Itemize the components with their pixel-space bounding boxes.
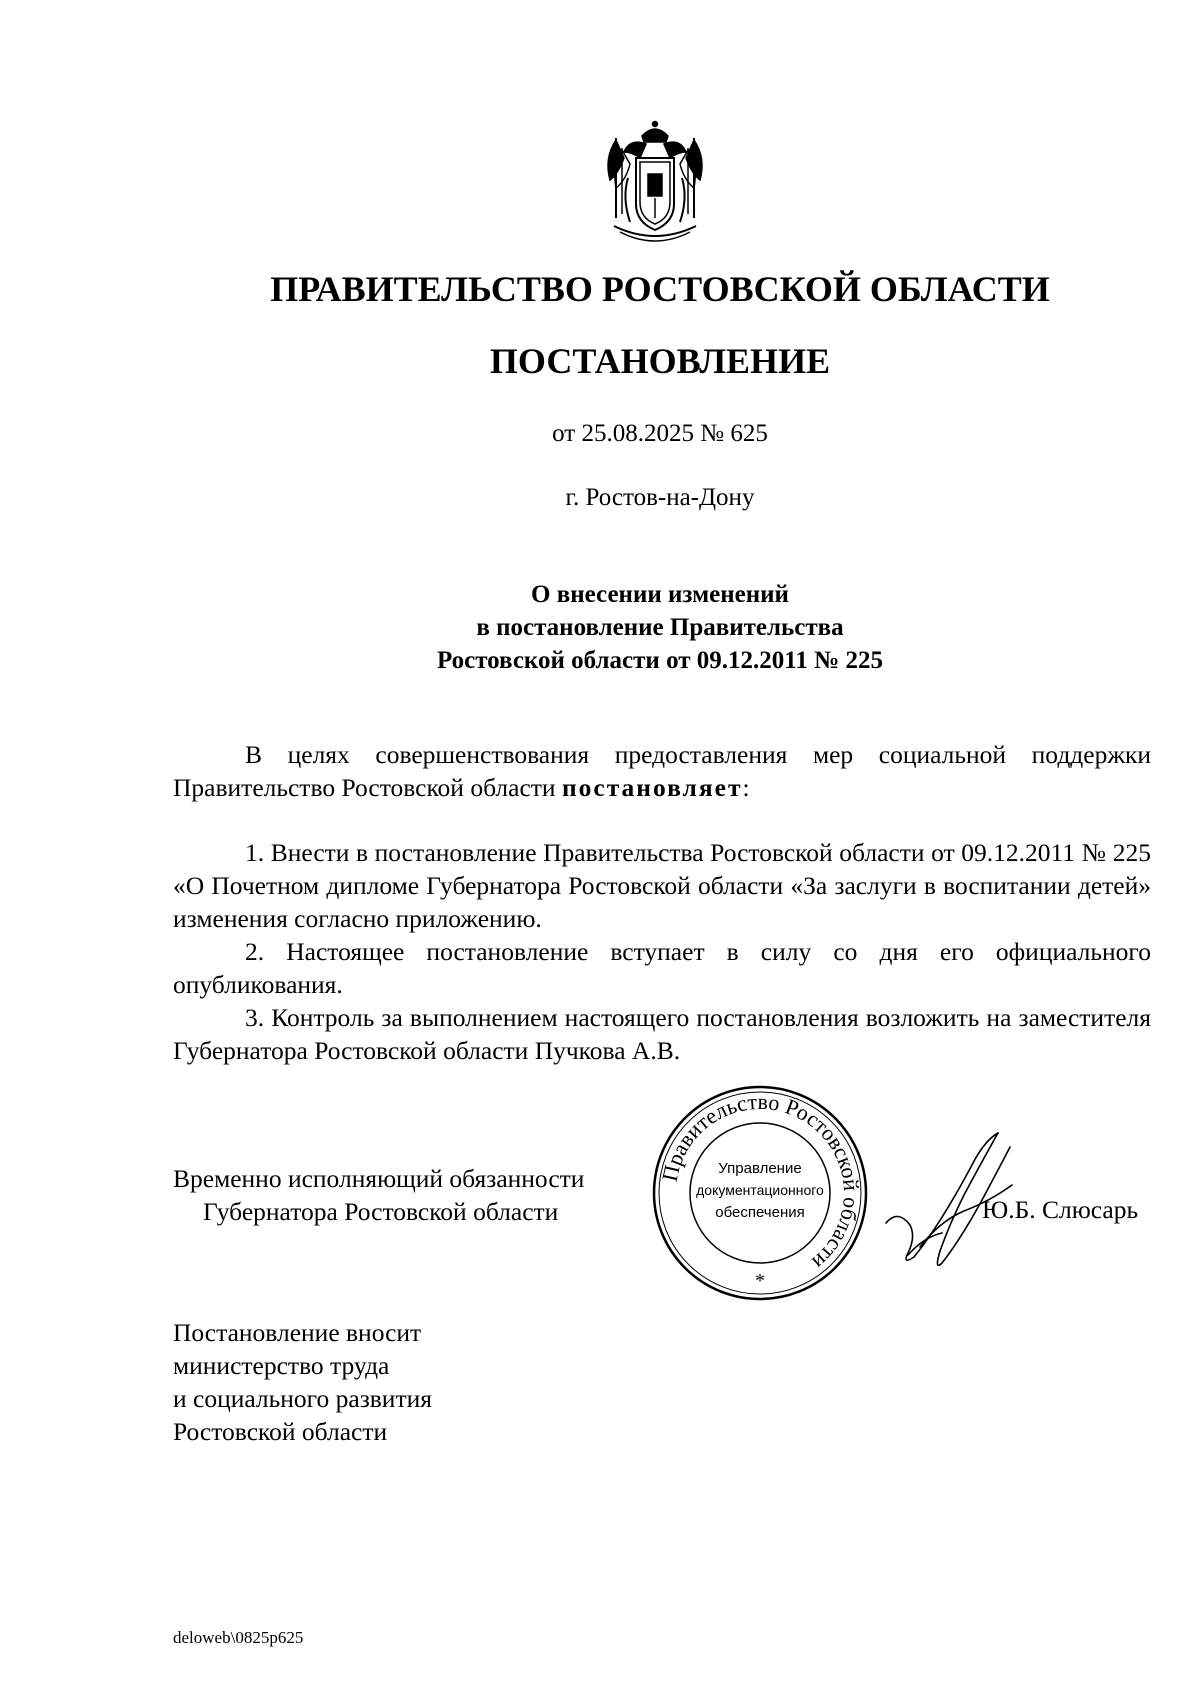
subject-line: в постановление Правительства [476,614,844,641]
organization-title: ПРАВИТЕЛЬСТВО РОСТОВСКОЙ ОБЛАСТИ [270,269,1050,309]
preamble-bold-word: постановляет [561,773,743,802]
submitter-line: и социального развития [173,1384,432,1413]
item-paragraph: 3. Контроль за выполнением настоящего постановления возложить на заместителя Губернатора Ростовской области Пучкова А.В. [173,1003,1151,1065]
seal-center-line: Управление [718,1160,802,1177]
seal-center-line: обеспечения [715,1204,805,1221]
submitter-line: Ростовской области [173,1417,388,1446]
signatory-position [173,1162,584,1228]
document-date-number: от 25.08.2025 № 625 [552,420,768,447]
preamble-text: В целях совершенствования предоставления мер социальной поддержки Правительство Ростовской области [173,740,1151,802]
position-line: Губернатора Ростовской области [203,1197,559,1226]
seal-ring-text: Правительство Ростовской области [656,1088,865,1276]
document-city: г. Ростов-на-Дону [565,484,755,511]
preamble-paragraph [173,738,1151,804]
subject-line: О внесении изменений [531,581,789,608]
item-paragraph: 2. Настоящее постановление вступает в силу со дня его официального опубликования. [173,937,1151,999]
seal-star: * [755,1270,765,1292]
coat-of-arms-icon [600,118,710,246]
submitter-block [173,1316,432,1448]
document-body [173,738,1151,1067]
item-paragraph: 1. Внести в постановление Правительства Ростовской области от 09.12.2011 № 225 «О Почетном дипломе Губернатора Ростовской области «За заслуги в воспитании детей» изменения согласно приложению. [173,838,1151,933]
preamble-end: : [742,773,750,802]
official-seal [650,1083,870,1303]
subject-line: Ростовской области от 09.12.2011 № 225 [436,647,884,674]
seal-center-line: документационного [696,1182,824,1198]
document-subject [0,578,1200,677]
submitter-line: министерство труда [173,1351,390,1380]
document-type: ПОСТАНОВЛЕНИЕ [489,341,831,381]
submitter-line: Постановление вносит [173,1318,422,1347]
position-line: Временно исполняющий обязанности [173,1164,585,1193]
footer-document-code: deloweb\0825p625 [173,1628,304,1647]
signatory-name: Ю.Б. Слюсарь [982,1195,1139,1224]
